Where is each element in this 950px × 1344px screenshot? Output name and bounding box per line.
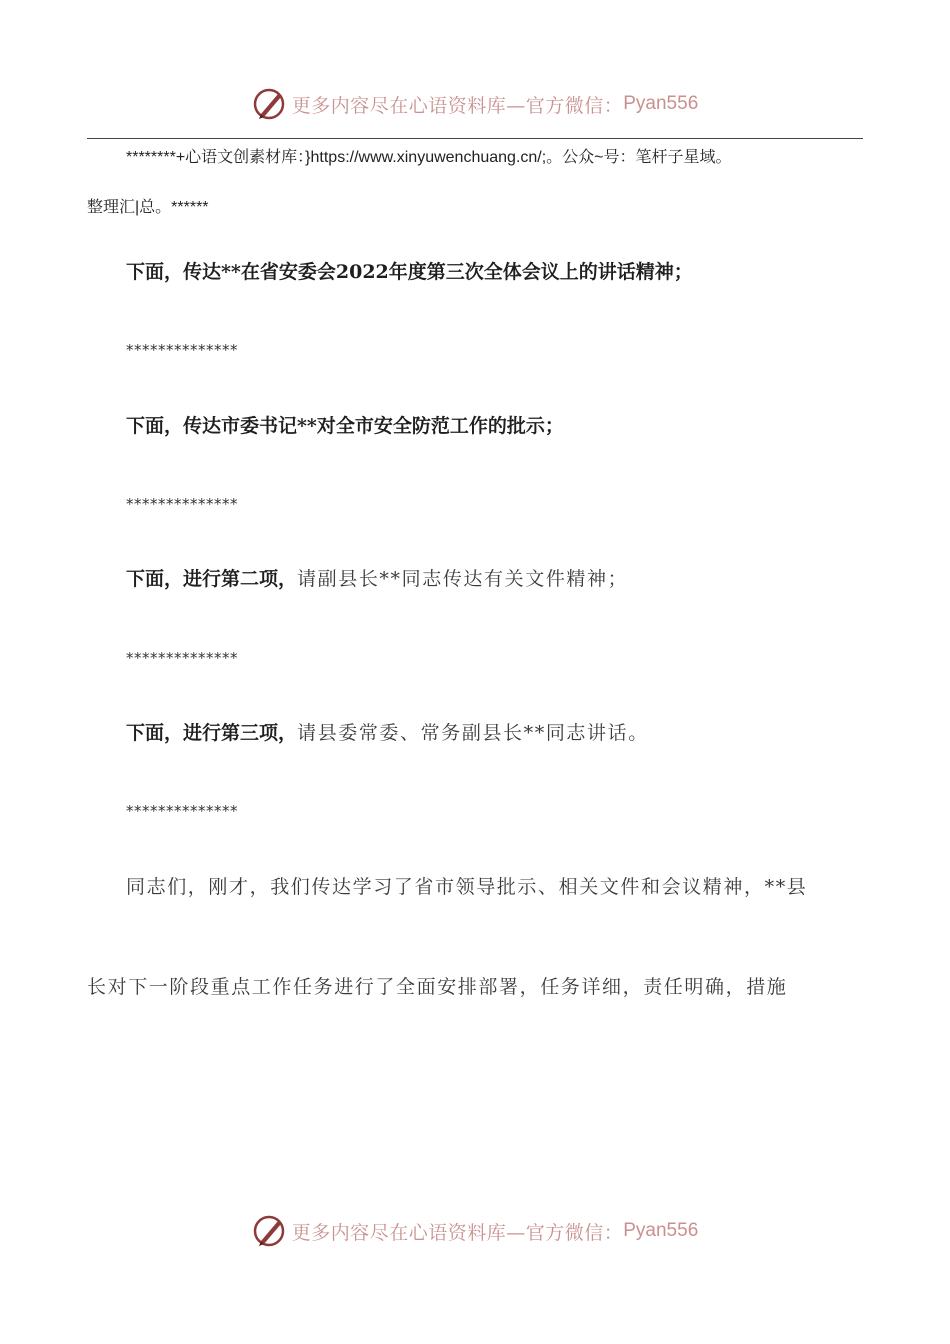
paragraph-2: 下面，传达市委书记**对全市安全防范工作的批示； xyxy=(126,415,564,437)
header-wechat-id: Pyan556 xyxy=(623,93,699,114)
header-rule xyxy=(87,138,863,139)
paragraph-4 xyxy=(126,721,863,745)
paragraph-4-lead: 下面，进行第三项， xyxy=(126,722,298,744)
header-banner-text: 更多内容尽在心语资料库—官方微信： xyxy=(291,94,624,117)
pen-logo-icon xyxy=(252,86,288,122)
footer-banner xyxy=(0,1211,950,1251)
paragraph-1: 下面，传达**在省安委会2022年度第三次全体会议上的讲话精神； xyxy=(126,261,693,283)
footer-wechat-id: Pyan556 xyxy=(623,1220,699,1241)
separator-stars-2: ************** xyxy=(126,495,238,513)
paragraph-3-lead: 下面，进行第二项， xyxy=(126,568,298,590)
intro-line-1: ********+心语文创素材库：}https://www.xinyuwenchuang.cn/;。公众~号：笔杆子星域。 xyxy=(126,149,732,166)
paragraph-5-line-2: 长对下一阶段重点工作任务进行了全面安排部署，任务详细，责任明确，措施 xyxy=(87,976,788,998)
header-banner xyxy=(0,84,950,124)
paragraph-3-body: 请副县长**同志传达有关文件精神； xyxy=(297,568,629,590)
separator-stars-1: ************** xyxy=(126,341,238,359)
intro-line-2: 整理汇|总。****** xyxy=(87,199,209,216)
separator-stars-3: ************** xyxy=(126,649,238,667)
paragraph-5-line-1: 同志们，刚才，我们传达学习了省市领导批示、相关文件和会议精神，**县 xyxy=(126,876,808,898)
paragraph-4-body: 请县委常委、常务副县长**同志讲话。 xyxy=(297,722,649,744)
pen-logo-icon xyxy=(252,1213,288,1249)
separator-stars-4: ************** xyxy=(126,802,238,820)
paragraph-3 xyxy=(126,567,863,591)
footer-banner-text: 更多内容尽在心语资料库—官方微信： xyxy=(291,1221,624,1244)
